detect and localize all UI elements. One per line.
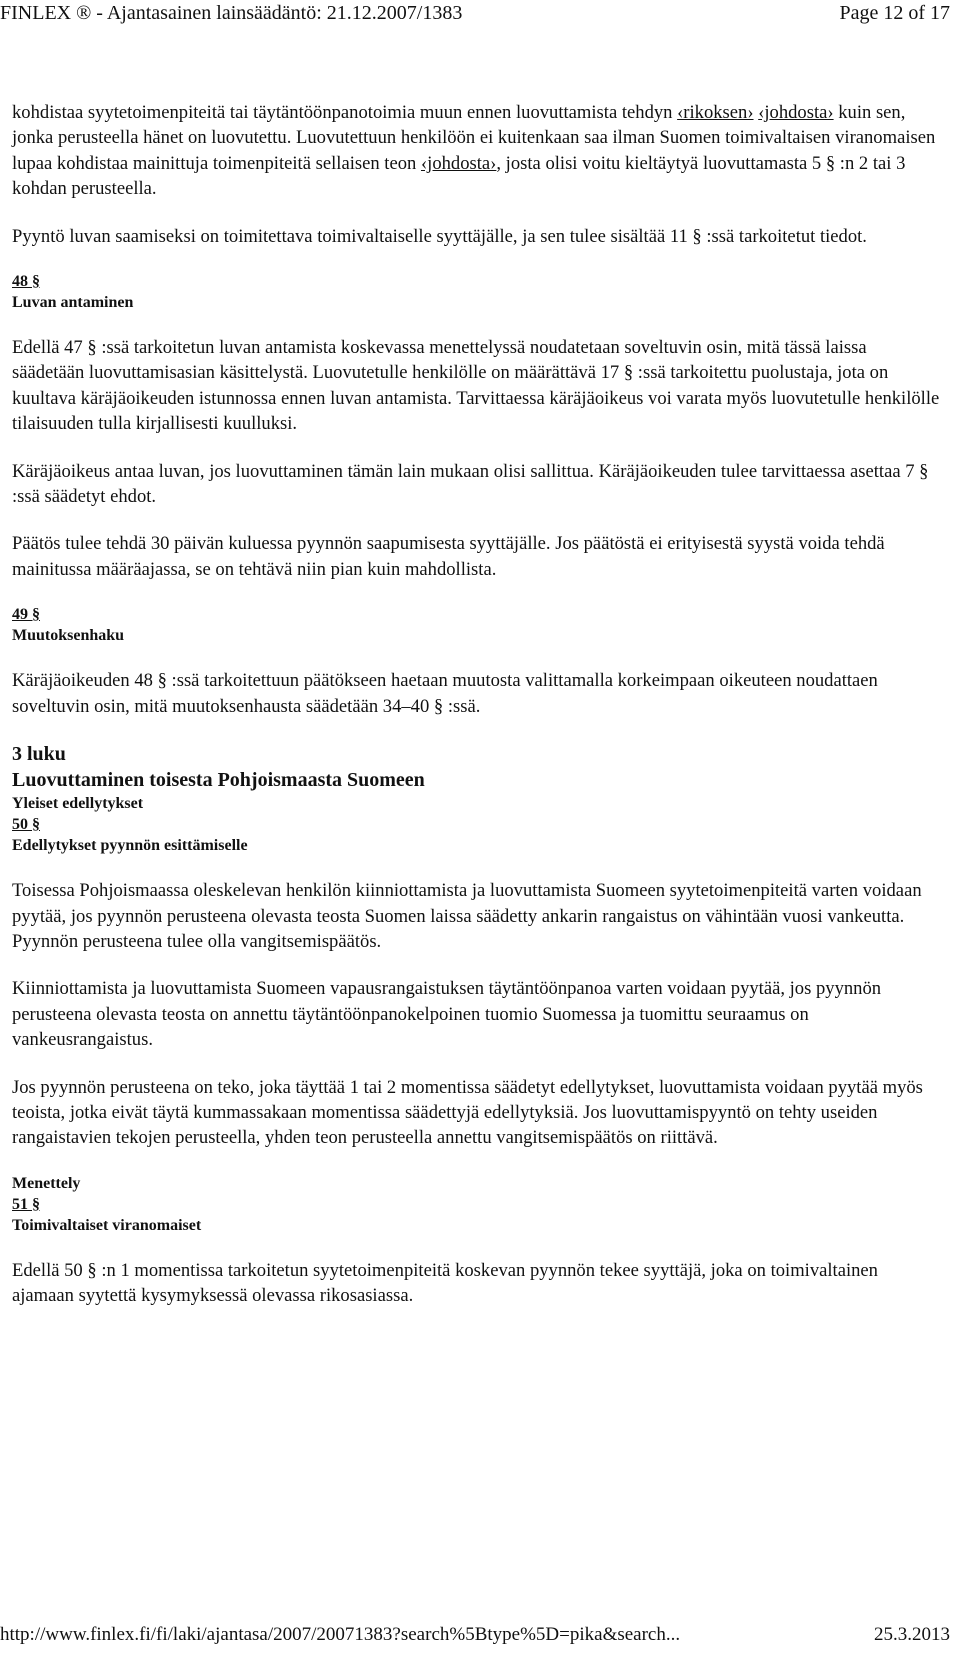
section-48 [12, 271, 942, 313]
page-header [0, 0, 960, 34]
page-footer [0, 1622, 960, 1648]
term-link-rikoksen[interactable]: ‹rikoksen› [677, 102, 754, 123]
section-number: 51 § [12, 1195, 40, 1213]
page-number: Page 12 of 17 [839, 2, 950, 24]
chapter-title: Luovuttaminen toisesta Pohjoismaasta Suomeen [12, 769, 425, 792]
chapter-subheading: Yleiset edellytykset [12, 795, 144, 813]
paragraph: Toisessa Pohjoismaassa oleskelevan henkilön kiinniottamista ja luovuttamista Suomeen syytetoimenpiteitä varten voidaan pyytää, jos pyynnön perusteena olevasta teosta Suomen laissa säädetty ankarin rangaistus on vähintään vuosi vankeutta. Pyynnön perusteena tulee olla vangitsemispäätös. [12, 880, 922, 952]
paragraph: Päätös tulee tehdä 30 päivän kuluessa pyynnön saapumisesta syyttäjälle. Jos päätöstä ei erityisestä syystä voida tehdä mainitussa määräajassa, se on tehtävä niin pian kuin mahdollista. [12, 533, 885, 580]
term-link-johdosta-2[interactable]: ‹johdosta› [420, 152, 497, 174]
paragraph: Pyyntö luvan saamiseksi on toimitettava toimivaltaiselle syyttäjälle, ja sen tulee sisältää 11 § :ssä tarkoitetut tiedot. [12, 225, 867, 247]
section-title: Muutoksenhaku [12, 627, 125, 645]
paragraph: Käräjäoikeuden 48 § :ssä tarkoitettuun päätökseen haetaan muutosta valittamalla korkeimpaan oikeuteen noudattaen soveltuvin osin, mitä muutoksenhausta säädetään 34–40 § :ssä. [12, 670, 878, 717]
section-title: Luvan antaminen [12, 294, 134, 312]
subheading-menettely: Menettely [12, 1174, 81, 1192]
paragraph: Käräjäoikeus antaa luvan, jos luovuttaminen tämän lain mukaan olisi sallittua. Käräjäoikeuden tulee tarvittaessa asettaa 7 § :ssä säädetyt ehdot. [12, 460, 929, 508]
section-title: Toimivaltaiset viranomaiset [12, 1216, 202, 1234]
section-number: 49 § [12, 606, 40, 624]
paragraph: Kiinniottamista ja luovuttamista Suomeen vapausrangaistuksen täytäntöönpanoa varten voidaan pyytää, jos pyynnön perusteena olevasta teosta on annettu täytäntöönpanokelpoinen tuomio Suomessa ja tuomittu seuraamus on vankeusrangaistus. [12, 978, 882, 1051]
term-link-johdosta[interactable]: ‹johdosta› [758, 102, 834, 123]
paragraph: Edellä 47 § :ssä tarkoitetun luvan antamista koskevassa menettelyssä noudatetaan soveltuvin osin, mitä tässä laissa säädetään luovuttamisasian käsittelystä. Luovutetulle henkilölle on määrättävä 17 § :ssä tarkoitettu puolustaja, jota on kuultava käräjäoikeuden istunnossa ennen luvan antamista. Tarvittaessa käräjäoikeus voi varata myös luovutetulle henkilölle tilaisuuden tulla kirjallisesti kuulluksi. [12, 337, 940, 435]
section-number: 48 § [12, 273, 40, 291]
section-49 [12, 604, 942, 646]
section-title: Edellytykset pyynnön esittämiselle [12, 837, 248, 855]
document-title: FINLEX ® - Ajantasainen lainsäädäntö: 21.12.2007/1383 [0, 2, 463, 24]
section-51 [12, 1173, 942, 1236]
section-number: 50 § [12, 816, 40, 834]
document-body [12, 100, 942, 1309]
paragraph-continuation: kohdistaa syytetoimenpiteitä tai täytäntöönpanotoimia muun ennen luovuttamista tehdyn ‹rikoksen› ‹johdosta› kuin sen, jonka perusteella hänet on luovutettu. Luovutettuun henkilöön ei kuitenkaan saa ilman Suomen toimivaltaisen viranomaisen lupaa kohdistaa mainittuja toimenpiteitä sellaisen teon ‹johdosta›, josta olisi voitu kieltäytyä luovuttamasta 5 § :n 2 tai 3 kohdan perusteella. [12, 102, 936, 200]
chapter-number: 3 luku [12, 743, 66, 766]
chapter-3 [12, 741, 942, 856]
source-url[interactable]: http://www.finlex.fi/fi/laki/ajantasa/2007/20071383?search%5Btype%5D=pika&search... [0, 1624, 681, 1645]
paragraph: Jos pyynnön perusteena on teko, joka täyttää 1 tai 2 momentissa säädetyt edellytykset, luovuttamista voidaan pyytää myös teoista, jotka eivät täytä kummassakaan momentissa säädettyjä edellytyksiä. Jos luovuttamispyyntö on tehty useiden rangaistavien tekojen perusteella, yhden teon perusteella annettu vangitsemispäätös on riittävä. [12, 1076, 923, 1149]
print-date: 25.3.2013 [874, 1624, 950, 1645]
paragraph: Edellä 50 § :n 1 momentissa tarkoitetun syytetoimenpiteitä koskevan pyynnön tekee syyttäjä, joka on toimivaltainen ajamaan syytettä kysymyksessä olevassa rikosasiassa. [12, 1259, 878, 1307]
